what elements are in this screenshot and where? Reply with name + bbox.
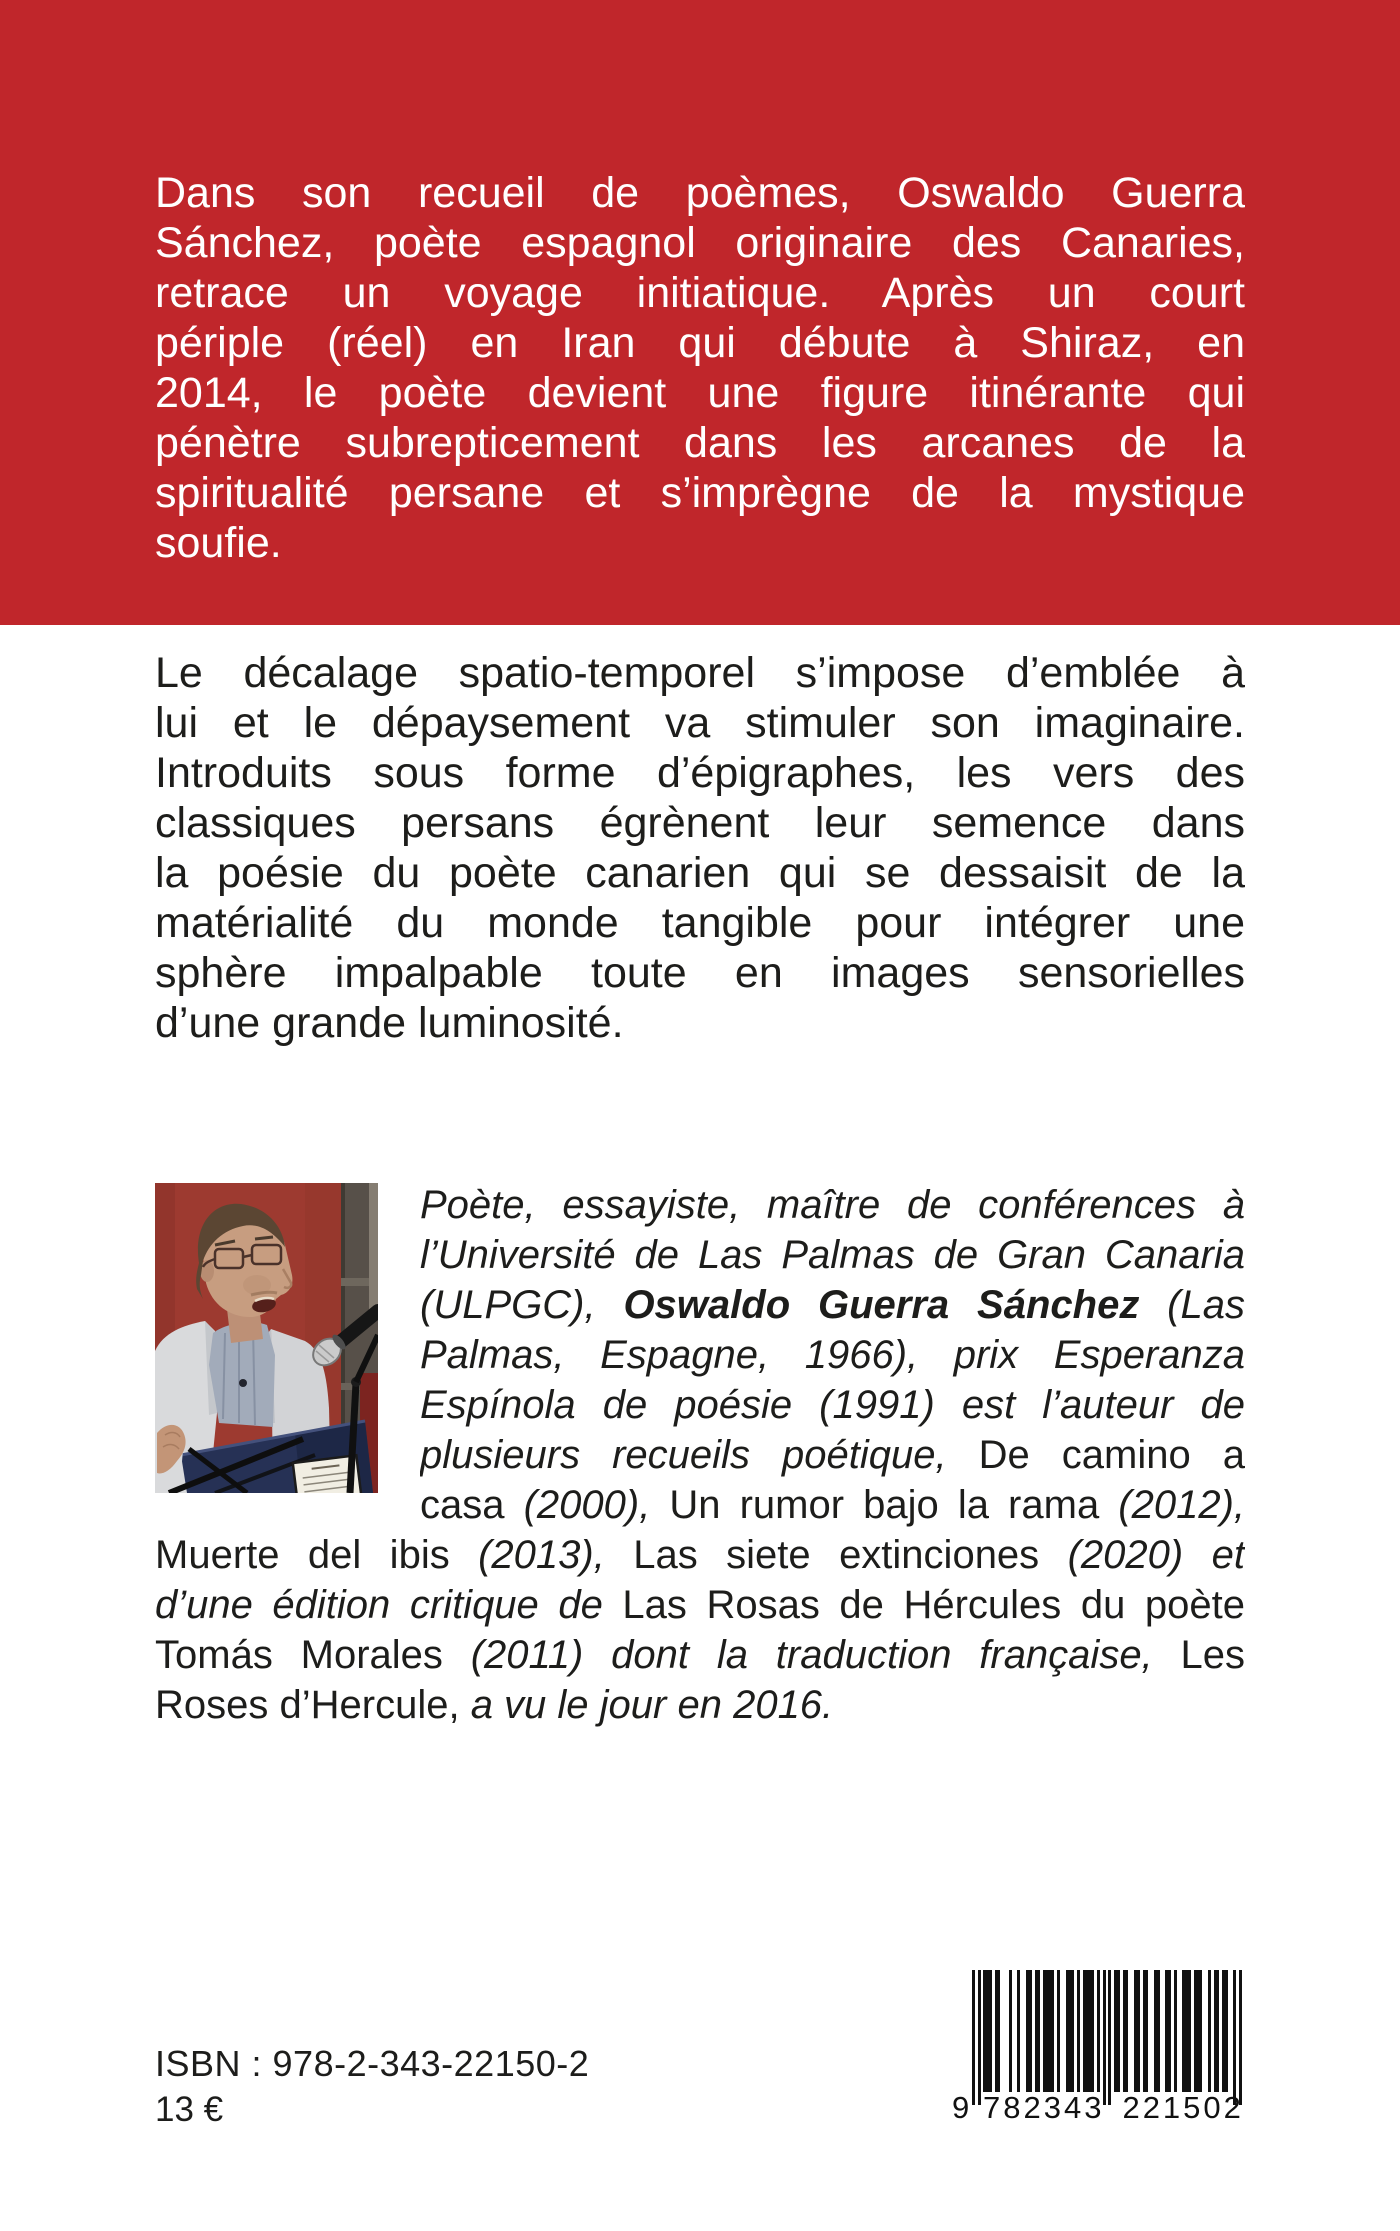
text-line: soufie. <box>155 519 282 567</box>
barcode-bar <box>1154 1970 1160 2092</box>
barcode-bar <box>1097 1970 1100 2092</box>
text-line: d’une grande luminosité. <box>155 999 624 1047</box>
author-photo <box>155 1183 378 1493</box>
text-line: pénètre subrepticement dans les arcanes de la <box>155 419 1245 467</box>
barcode-digit-group2: 221502 <box>1122 2090 1244 2125</box>
text-line: matérialité du monde tangible pour intégrer une <box>155 899 1245 947</box>
text-line: Roses d’Hercule, a vu le jour en 2016. <box>155 1683 834 1727</box>
barcode-bar <box>983 1970 992 2092</box>
barcode-bar <box>1233 1970 1236 2105</box>
text-line: Palmas, Espagne, 1966), prix Esperanza <box>420 1333 1245 1377</box>
synopsis-bottom-paragraph <box>155 648 1245 1048</box>
text-line: Le décalage spatio-temporel s’impose d’emblée à <box>155 649 1245 697</box>
text-line: Muerte del ibis (2013), Las siete extinciones (2020) et <box>155 1533 1245 1577</box>
barcode-bar <box>1182 1970 1191 2092</box>
barcode-bar <box>1134 1970 1140 2092</box>
text-line: la poésie du poète canarien qui se dessaisit de la <box>155 849 1245 897</box>
barcode-digit-group1: 782343 <box>983 2090 1105 2125</box>
text-line: spiritualité persane et s’imprègne de la mystique <box>155 469 1245 517</box>
author-section <box>155 1180 1245 1730</box>
text-line: d’une édition critique de Las Rosas de Hércules du poète <box>155 1583 1245 1627</box>
text-line: sphère impalpable toute en images sensorielles <box>155 949 1245 997</box>
barcode-bar <box>1143 1970 1149 2092</box>
barcode-bar <box>1108 1970 1111 2105</box>
barcode-bar <box>1214 1970 1220 2092</box>
text-line: plusieurs recueils poétique, De camino a <box>420 1433 1245 1477</box>
barcode-bar <box>1035 1970 1041 2092</box>
text-line: classiques persans égrènent leur semence dans <box>155 799 1245 847</box>
barcode-bar <box>1239 1970 1242 2105</box>
text-line: Poète, essayiste, maître de conférences à <box>420 1183 1245 1227</box>
barcode-bar <box>1222 1970 1228 2092</box>
barcode-bar <box>1043 1970 1054 2092</box>
barcode <box>938 1970 1248 2130</box>
barcode-bar <box>1077 1970 1080 2092</box>
text-line: Espínola de poésie (1991) est l’auteur de <box>420 1383 1245 1427</box>
barcode-bar <box>1174 1970 1177 2092</box>
barcode-bar <box>1103 1970 1106 2105</box>
barcode-bar <box>1123 1970 1129 2092</box>
barcode-bar <box>1194 1970 1203 2092</box>
barcode-bar <box>1165 1970 1171 2092</box>
text-line: retrace un voyage initiatique. Après un court <box>155 269 1245 317</box>
text-line: périple (réel) en Iran qui débute à Shiraz, en <box>155 319 1245 367</box>
text-line: (ULPGC), Oswaldo Guerra Sánchez (Las <box>420 1283 1245 1327</box>
barcode-bars <box>972 1970 1242 2105</box>
barcode-bar <box>972 1970 975 2105</box>
text-line: Dans son recueil de poèmes, Oswaldo Guerra <box>155 169 1245 217</box>
barcode-bar <box>1026 1970 1032 2092</box>
isbn-text: ISBN : 978-2-343-22150-2 <box>155 2043 590 2084</box>
barcode-bar <box>1208 1970 1211 2092</box>
barcode-bar <box>1066 1970 1075 2092</box>
author-photo-illustration <box>155 1183 378 1493</box>
text-line: casa (2000), Un rumor bajo la rama (2012), <box>420 1483 1245 1527</box>
barcode-bar <box>1083 1970 1094 2092</box>
text-line: Sánchez, poète espagnol originaire des Canaries, <box>155 219 1245 267</box>
text-line: l’Université de Las Palmas de Gran Canaria <box>420 1233 1245 1277</box>
barcode-bar <box>995 1970 1001 2092</box>
text-line: Introduits sous forme d’épigraphes, les vers des <box>155 749 1245 797</box>
barcode-bar <box>1114 1970 1120 2092</box>
text-line: 2014, le poète devient une figure itinérante qui <box>155 369 1245 417</box>
text-line: Tomás Morales (2011) dont la traduction française, Les <box>155 1633 1245 1677</box>
barcode-bar <box>978 1970 981 2105</box>
barcode-bar <box>1009 1970 1012 2092</box>
text-line: lui et le dépaysement va stimuler son imaginaire. <box>155 699 1245 747</box>
synopsis-top-paragraph <box>155 168 1245 568</box>
barcode-bar <box>1017 1970 1020 2092</box>
barcode-digit-lead: 9 <box>952 2090 970 2125</box>
barcode-digits <box>938 2090 1244 2126</box>
barcode-bar <box>1057 1970 1060 2092</box>
price-text: 13 € <box>155 2090 224 2129</box>
